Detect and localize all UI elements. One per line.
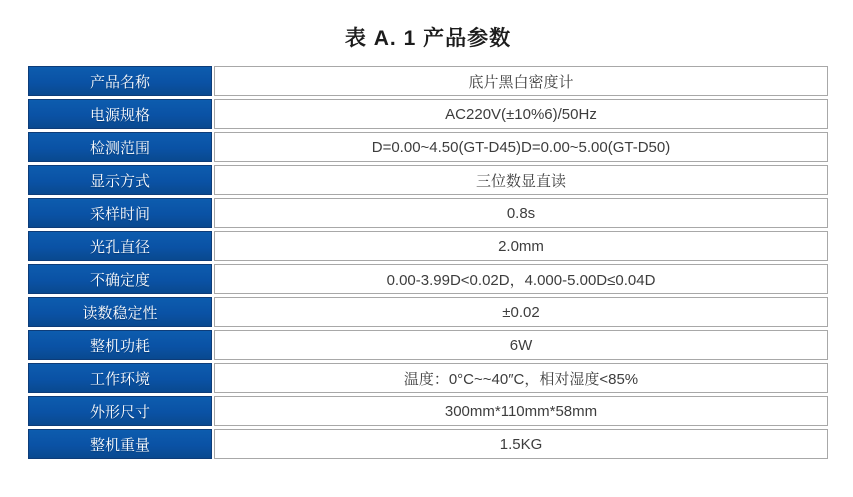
row-value-cell: 2.0mm [214,231,828,261]
table-row [28,231,828,261]
table-row [28,66,828,96]
row-value-cell: 0.8s [214,198,828,228]
row-label-cell: 整机重量 [28,429,212,459]
table-row [28,396,828,426]
row-label-cell: 检测范围 [28,132,212,162]
row-value-cell: 底片黑白密度计 [214,66,828,96]
table-row [28,264,828,294]
table-row [28,297,828,327]
row-label-cell: 产品名称 [28,66,212,96]
row-value-cell: 温度：0°C~~40″C，相对湿度<85% [214,363,828,393]
row-label-cell: 不确定度 [28,264,212,294]
row-label-cell: 外形尺寸 [28,396,212,426]
row-label-cell: 电源规格 [28,99,212,129]
row-value-cell: ±0.02 [214,297,828,327]
table-title: 表 A. 1 产品参数 [344,27,512,50]
table-row [28,198,828,228]
row-value-cell: 6W [214,330,828,360]
row-label-cell: 读数稳定性 [28,297,212,327]
row-value-cell: 1.5KG [214,429,828,459]
row-value-cell: D=0.00~4.50(GT-D45)D=0.00~5.00(GT-D50) [214,132,828,162]
row-label-cell: 采样时间 [28,198,212,228]
row-label-cell: 光孔直径 [28,231,212,261]
table-row [28,363,828,393]
product-parameters-table [28,66,828,459]
table-row [28,330,828,360]
row-label-cell: 显示方式 [28,165,212,195]
row-value-cell: 三位数显直读 [214,165,828,195]
table-row [28,429,828,459]
row-value-cell: 300mm*110mm*58mm [214,396,828,426]
table-row [28,165,828,195]
row-value-cell: AC220V(±10%6)/50Hz [214,99,828,129]
table-row [28,132,828,162]
row-value-cell: 0.00-3.99D<0.02D，4.000-5.00D≤0.04D [214,264,828,294]
row-label-cell: 整机功耗 [28,330,212,360]
row-label-cell: 工作环境 [28,363,212,393]
table-row [28,99,828,129]
